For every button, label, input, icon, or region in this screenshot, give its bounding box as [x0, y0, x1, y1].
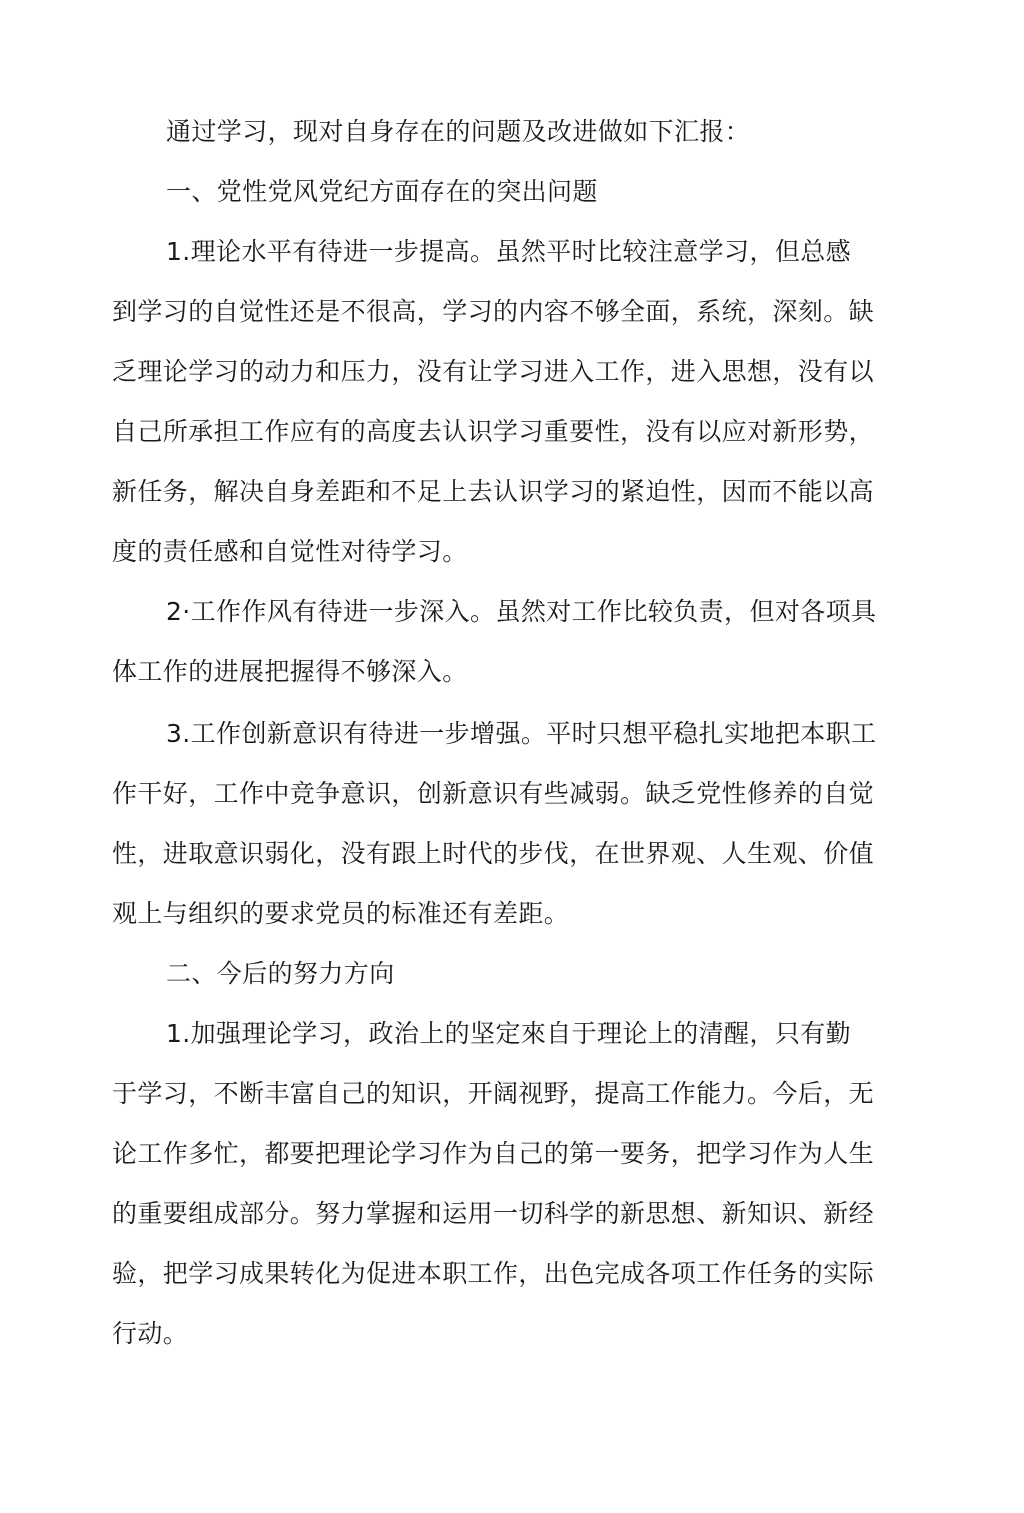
section2-heading: 二、今后的努力方向	[166, 959, 395, 988]
section1-heading: 一、党性党风党纪方面存在的突出问题	[166, 177, 598, 206]
s2-item1-line: 行动。	[112, 1319, 189, 1348]
s1-item2-line: 体工作的进展把握得不够深入。	[112, 657, 468, 686]
s1-item3-line: 观上与组织的要求党员的标准还有差距。	[112, 899, 570, 928]
s1-item3-line: 作干好，工作中竞争意识，创新意识有些减弱。缺乏党性修养的自觉	[112, 779, 875, 808]
s1-item1-line: 度的责任感和自觉性对待学习。	[112, 537, 468, 566]
s1-item1-line: 自己所承担工作应有的高度去认识学习重要性，没有以应对新形势，	[112, 417, 875, 446]
s1-item3-line: 性，进取意识弱化，没有跟上时代的步伐，在世界观、人生观、价值	[112, 839, 875, 868]
s2-item1-line: 于学习，不断丰富自己的知识，开阔视野，提高工作能力。今后，无	[112, 1079, 875, 1108]
s1-item1-line: 乏理论学习的动力和压力，没有让学习进入工作，进入思想，没有以	[112, 357, 875, 386]
s2-item1-line: 论工作多忙，都要把理论学习作为自己的第一要务，把学习作为人生	[112, 1139, 875, 1168]
s1-item1-line: 到学习的自觉性还是不很高，学习的内容不够全面，系统，深刻。缺	[112, 297, 875, 326]
s2-item1-line: 的重要组成部分。努力掌握和运用一切科学的新思想、新知识、新经	[112, 1199, 875, 1228]
s1-item1-line: 新任务，解决自身差距和不足上去认识学习的紧迫性，因而不能以高	[112, 477, 875, 506]
s1-item2-line: 2·工作作风有待进一步深入。虽然对工作比较负责，但对各项具	[166, 597, 877, 626]
s1-item1-line: 1.理论水平有待进一步提高。虽然平时比较注意学习，但总感	[166, 237, 852, 266]
s2-item1-line: 验，把学习成果转化为促进本职工作，出色完成各项工作任务的实际	[112, 1259, 875, 1288]
s1-item3-line: 3.工作创新意识有待进一步增强。平时只想平稳扎实地把本职工	[166, 719, 877, 748]
intro-paragraph: 通过学习，现对自身存在的问题及改进做如下汇报：	[166, 117, 751, 146]
s2-item1-line: 1.加强理论学习，政治上的坚定來自于理论上的清醒，只有勤	[166, 1019, 852, 1048]
